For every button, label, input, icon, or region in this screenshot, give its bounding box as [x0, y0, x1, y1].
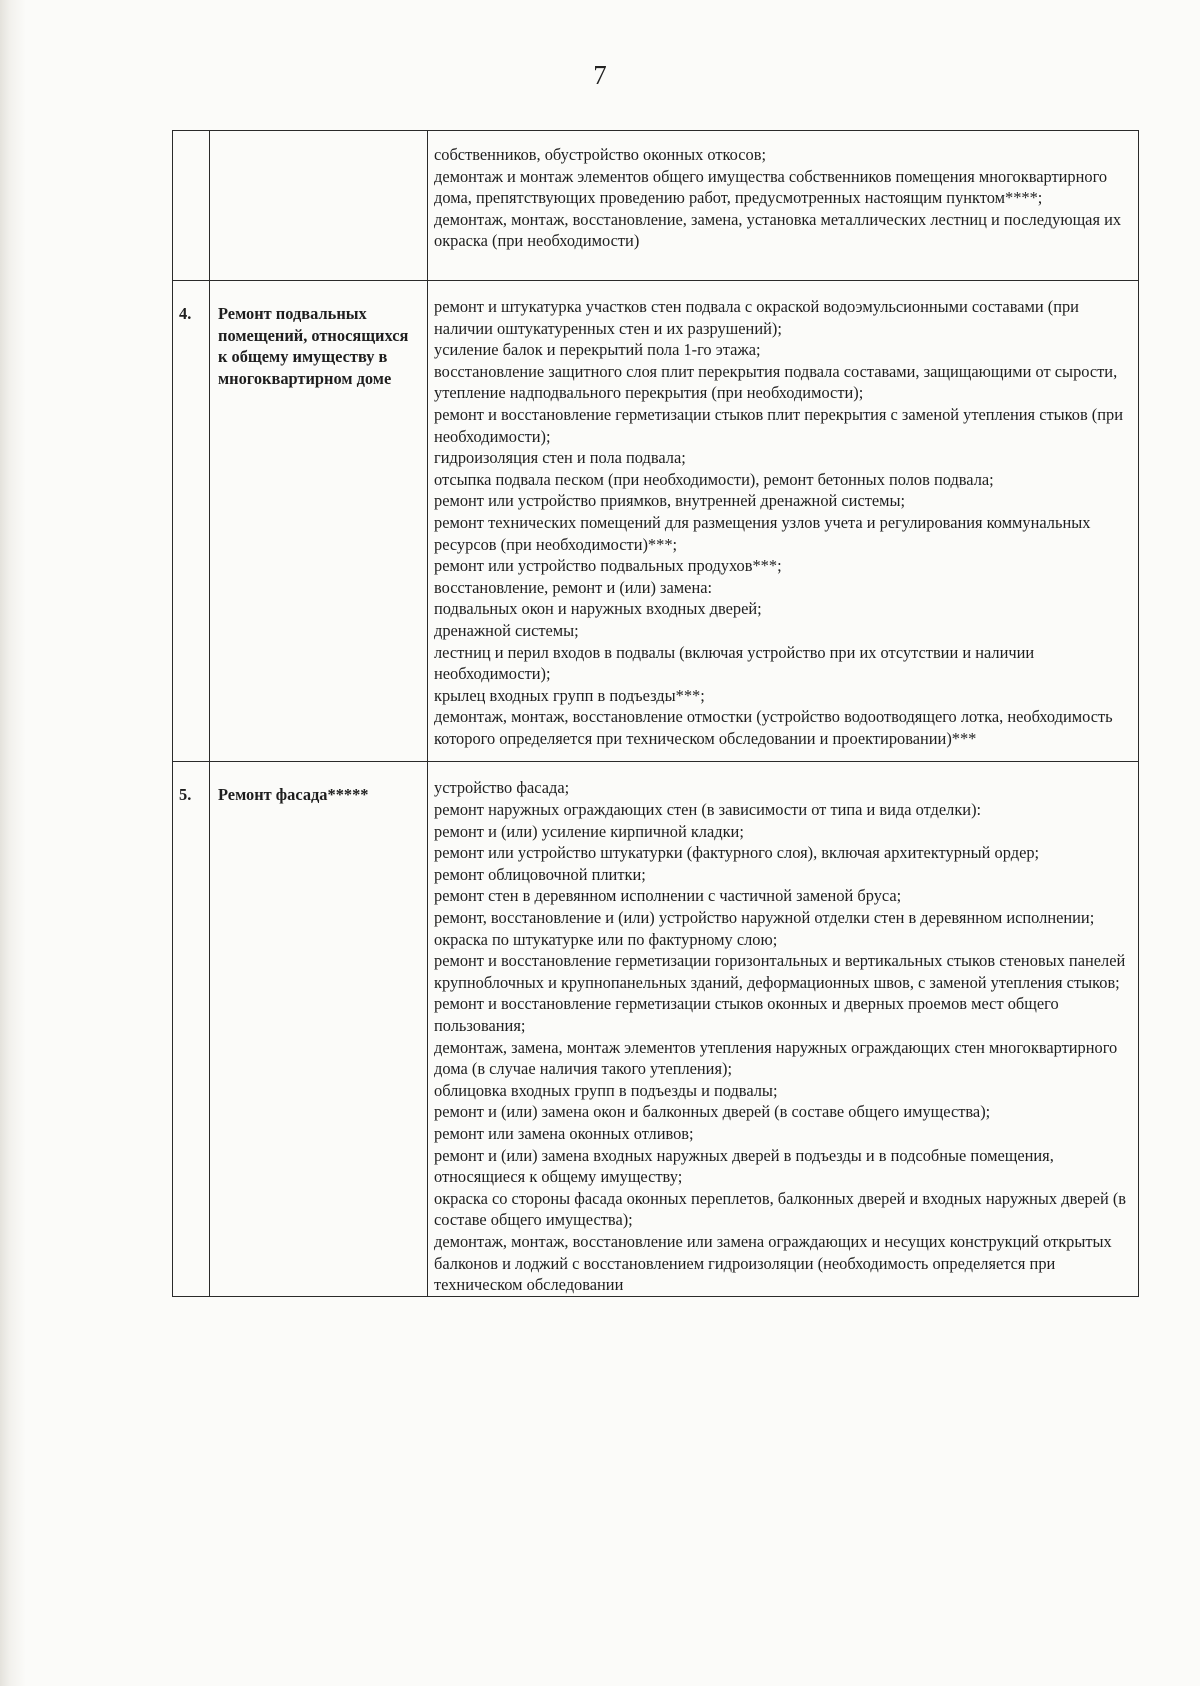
row-number: 4. — [173, 281, 210, 762]
work-item: дренажной системы; — [434, 620, 579, 640]
work-item: гидроизоляция стен и пола подвала; — [434, 448, 686, 468]
row-works — [428, 762, 1139, 1296]
work-item: облицовка входных групп в подъезды и подвалы; — [434, 1080, 778, 1100]
work-item: устройство фасада; — [434, 778, 570, 798]
row-works — [428, 131, 1139, 281]
table-row — [173, 762, 1139, 1296]
row-number — [173, 131, 210, 281]
work-item: ремонт или устройство подвальных продухов***; — [434, 556, 782, 576]
work-item: ремонт технических помещений для размещения узлов учета и регулирования коммунальных ресурсов (при необходимости)***; — [434, 512, 1091, 554]
work-item: собственников, обустройство оконных откосов; — [434, 145, 767, 164]
work-item: лестниц и перил входов в подвалы (включая устройство при их отсутствии и наличии необходимости); — [434, 642, 1035, 684]
work-item: демонтаж, монтаж, восстановление, замена, установка металлических лестниц и последующая их окраска (при необходимости) — [434, 209, 1122, 251]
work-item: ремонт и восстановление герметизации горизонтальных и вертикальных стыков стеновых панелей крупноблочных и крупнопанельных зданий, деформационных швов, с заменой утепления стыков; — [434, 951, 1126, 992]
work-item: ремонт и (или) замена окон и балконных дверей (в составе общего имущества); — [434, 1102, 991, 1122]
work-item: восстановление защитного слоя плит перекрытия подвала составами, защищающими от сырости, утепление надподвального перекрытия (при необходимости); — [434, 361, 1118, 403]
row-title: Ремонт фасада***** — [210, 762, 428, 1296]
work-item: демонтаж и монтаж элементов общего имущества собственников помещения многоквартирного дома, препятствующих проведению работ, предусмотренных настоящим пунктом****; — [434, 166, 1108, 208]
work-item: подвальных окон и наружных входных дверей; — [434, 599, 762, 619]
work-item: демонтаж, замена, монтаж элементов утепления наружных ограждающих стен многоквартирного дома (в случае наличия такого утепления); — [434, 1037, 1118, 1079]
work-item: ремонт стен в деревянном исполнении с частичной заменой бруса; — [434, 886, 902, 906]
scan-edge — [0, 0, 26, 1686]
work-item: ремонт и (или) усиление кирпичной кладки; — [434, 821, 744, 841]
work-item: крылец входных групп в подъезды***; — [434, 685, 705, 705]
work-item: ремонт или устройство приямков, внутренней дренажной системы; — [434, 491, 906, 511]
table-row — [173, 281, 1139, 762]
row-number: 5. — [173, 762, 210, 1296]
page-number: 7 — [593, 60, 607, 90]
work-item: ремонт или устройство штукатурки (фактурного слоя), включая архитектурный ордер; — [434, 843, 1040, 863]
table-row — [173, 131, 1139, 281]
row-works — [428, 281, 1139, 762]
work-item: ремонт облицовочной плитки; — [434, 864, 646, 884]
work-item: ремонт наружных ограждающих стен (в зависимости от типа и вида отделки): — [434, 800, 982, 820]
work-item: окраска по штукатурке или по фактурному слою; — [434, 929, 778, 949]
row-title — [210, 131, 428, 281]
work-item: ремонт и (или) замена входных наружных дверей в подъезды и в подсобные помещения, относящиеся к общему имуществу; — [434, 1145, 1054, 1187]
work-item: ремонт или замена оконных отливов; — [434, 1123, 694, 1143]
work-item: усиление балок и перекрытий пола 1-го этажа; — [434, 340, 761, 360]
work-item: восстановление, ремонт и (или) замена: — [434, 577, 713, 597]
work-item: ремонт, восстановление и (или) устройство наружной отделки стен в деревянном исполнении; — [434, 908, 1095, 928]
work-item: ремонт и штукатурка участков стен подвала с окраской водоэмульсионными составами (при наличии оштукатуренных стен и их разрушений); — [434, 297, 1079, 338]
work-item: окраска со стороны фасада оконных переплетов, балконных дверей и входных наружных дверей (в составе общего имущества); — [434, 1188, 1127, 1230]
work-item: отсыпка подвала песком (при необходимости), ремонт бетонных полов подвала; — [434, 469, 994, 489]
work-item: демонтаж, монтаж, восстановление отмостки (устройство водоотводящего лотка, необходимость которого определяется при техническом обследовании и проектировании)*** — [434, 707, 1113, 748]
work-item: ремонт и восстановление герметизации стыков плит перекрытия с заменой утепления стыков (при необходимости); — [434, 404, 1123, 446]
work-item: демонтаж, монтаж, восстановление или замена ограждающих и несущих конструкций открытых балконов и лоджий с восстановлением гидроизоляции (необходимость определяется при техническом обследовании — [434, 1231, 1112, 1295]
row-title: Ремонт подвальных помещений, относящихся к общему имуществу в многоквартирном доме — [210, 281, 428, 762]
work-item: ремонт и восстановление герметизации стыков оконных и дверных проемов мест общего пользования; — [434, 994, 1059, 1035]
repair-works-table — [172, 130, 1139, 1297]
